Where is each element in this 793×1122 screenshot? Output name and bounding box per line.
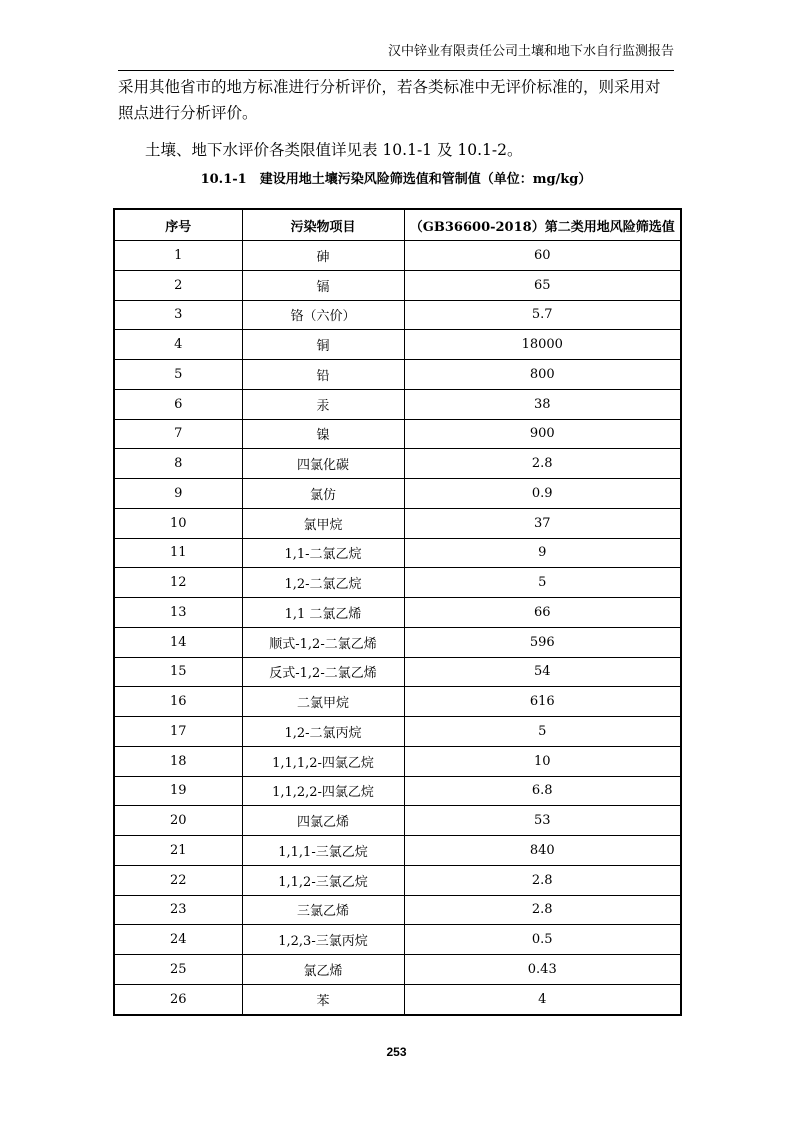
table-body	[114, 241, 681, 1015]
pollutant-name: 1,2-二氯丙烷	[242, 717, 404, 747]
pollutant-name: 1,2,3-三氯丙烷	[242, 925, 404, 955]
row-index: 7	[114, 419, 242, 449]
table-row	[114, 687, 681, 717]
pollutant-name: 反式-1,2-二氯乙烯	[242, 657, 404, 687]
pollutant-name: 二氯甲烷	[242, 687, 404, 717]
table-row	[114, 955, 681, 985]
soil-screening-table	[113, 208, 682, 1016]
table-row	[114, 538, 681, 568]
row-index: 13	[114, 598, 242, 628]
row-index: 14	[114, 627, 242, 657]
table-row	[114, 657, 681, 687]
table-row	[114, 776, 681, 806]
table-row	[114, 479, 681, 509]
pollutant-name: 氯仿	[242, 479, 404, 509]
table-row	[114, 746, 681, 776]
screening-value: 4	[404, 984, 681, 1014]
screening-value: 900	[404, 419, 681, 449]
screening-value: 2.8	[404, 449, 681, 479]
pollutant-name: 1,1,1-三氯乙烷	[242, 836, 404, 866]
row-index: 15	[114, 657, 242, 687]
table-row	[114, 865, 681, 895]
row-index: 12	[114, 568, 242, 598]
pollutant-name: 1,1 二氯乙烯	[242, 598, 404, 628]
paragraph-line-1: 采用其他省市的地方标准进行分析评价，若各类标准中无评价标准的，则采用对	[118, 78, 661, 96]
header-index: 序号	[114, 209, 242, 241]
pollutant-name: 氯乙烯	[242, 955, 404, 985]
row-index: 10	[114, 508, 242, 538]
screening-value: 596	[404, 627, 681, 657]
pollutant-name: 铅	[242, 360, 404, 390]
table-row	[114, 389, 681, 419]
page-number: 253	[386, 1045, 407, 1059]
screening-value: 38	[404, 389, 681, 419]
screening-value: 53	[404, 806, 681, 836]
screening-value: 9	[404, 538, 681, 568]
screening-value: 2.8	[404, 865, 681, 895]
screening-value: 10	[404, 746, 681, 776]
table-row	[114, 508, 681, 538]
row-index: 2	[114, 270, 242, 300]
row-index: 5	[114, 360, 242, 390]
row-index: 25	[114, 955, 242, 985]
row-index: 9	[114, 479, 242, 509]
header-screening-value: （GB36600-2018）第二类用地风险筛选值	[404, 209, 681, 241]
pollutant-name: 1,2-二氯乙烷	[242, 568, 404, 598]
pollutant-name: 1,1-二氯乙烷	[242, 538, 404, 568]
row-index: 22	[114, 865, 242, 895]
header-rule	[118, 70, 674, 71]
screening-value: 0.9	[404, 479, 681, 509]
row-index: 3	[114, 300, 242, 330]
page-header: 汉中锌业有限责任公司土壤和地下水自行监测报告	[387, 44, 674, 59]
table-row	[114, 806, 681, 836]
screening-value: 0.5	[404, 925, 681, 955]
pollutant-name: 汞	[242, 389, 404, 419]
pollutant-name: 镍	[242, 419, 404, 449]
pollutant-name: 1,1,2,2-四氯乙烷	[242, 776, 404, 806]
screening-value: 5	[404, 717, 681, 747]
row-index: 19	[114, 776, 242, 806]
table-row	[114, 895, 681, 925]
screening-value: 5.7	[404, 300, 681, 330]
header-pollutant: 污染物项目	[242, 209, 404, 241]
pollutant-name: 铜	[242, 330, 404, 360]
row-index: 20	[114, 806, 242, 836]
pollutant-name: 氯甲烷	[242, 508, 404, 538]
pollutant-name: 镉	[242, 270, 404, 300]
pollutant-name: 砷	[242, 241, 404, 271]
table-header-row	[114, 209, 681, 241]
screening-value: 65	[404, 270, 681, 300]
pollutant-name: 铬（六价）	[242, 300, 404, 330]
screening-value: 66	[404, 598, 681, 628]
row-index: 17	[114, 717, 242, 747]
row-index: 6	[114, 389, 242, 419]
screening-value: 2.8	[404, 895, 681, 925]
table-row	[114, 717, 681, 747]
table-row	[114, 836, 681, 866]
paragraph-limits-reference: 土壤、地下水评价各类限值详见表 10.1-1 及 10.1-2。	[145, 141, 523, 159]
screening-value: 54	[404, 657, 681, 687]
table-row	[114, 925, 681, 955]
row-index: 4	[114, 330, 242, 360]
screening-value: 616	[404, 687, 681, 717]
screening-value: 6.8	[404, 776, 681, 806]
pollutant-name: 顺式-1,2-二氯乙烯	[242, 627, 404, 657]
pollutant-name: 1,1,2-三氯乙烷	[242, 865, 404, 895]
row-index: 23	[114, 895, 242, 925]
pollutant-name: 四氯乙烯	[242, 806, 404, 836]
paragraph-line-2: 照点进行分析评价。	[118, 104, 258, 122]
screening-value: 800	[404, 360, 681, 390]
pollutant-name: 三氯乙烯	[242, 895, 404, 925]
screening-value: 37	[404, 508, 681, 538]
screening-value: 5	[404, 568, 681, 598]
row-index: 16	[114, 687, 242, 717]
row-index: 21	[114, 836, 242, 866]
row-index: 18	[114, 746, 242, 776]
table-row	[114, 449, 681, 479]
table-row	[114, 270, 681, 300]
row-index: 1	[114, 241, 242, 271]
row-index: 11	[114, 538, 242, 568]
table-caption: 10.1-1 建设用地土壤污染风险筛选值和管制值（单位：mg/kg）	[200, 172, 592, 187]
table-row	[114, 419, 681, 449]
table-row	[114, 330, 681, 360]
row-index: 8	[114, 449, 242, 479]
pollutant-name: 苯	[242, 984, 404, 1014]
pollutant-name: 四氯化碳	[242, 449, 404, 479]
row-index: 24	[114, 925, 242, 955]
table-row	[114, 300, 681, 330]
table-row	[114, 984, 681, 1014]
table-row	[114, 360, 681, 390]
screening-value: 0.43	[404, 955, 681, 985]
table-row	[114, 627, 681, 657]
pollutant-name: 1,1,1,2-四氯乙烷	[242, 746, 404, 776]
row-index: 26	[114, 984, 242, 1014]
table-row	[114, 568, 681, 598]
table-row	[114, 598, 681, 628]
screening-value: 840	[404, 836, 681, 866]
screening-value: 18000	[404, 330, 681, 360]
table-row	[114, 241, 681, 271]
screening-value: 60	[404, 241, 681, 271]
